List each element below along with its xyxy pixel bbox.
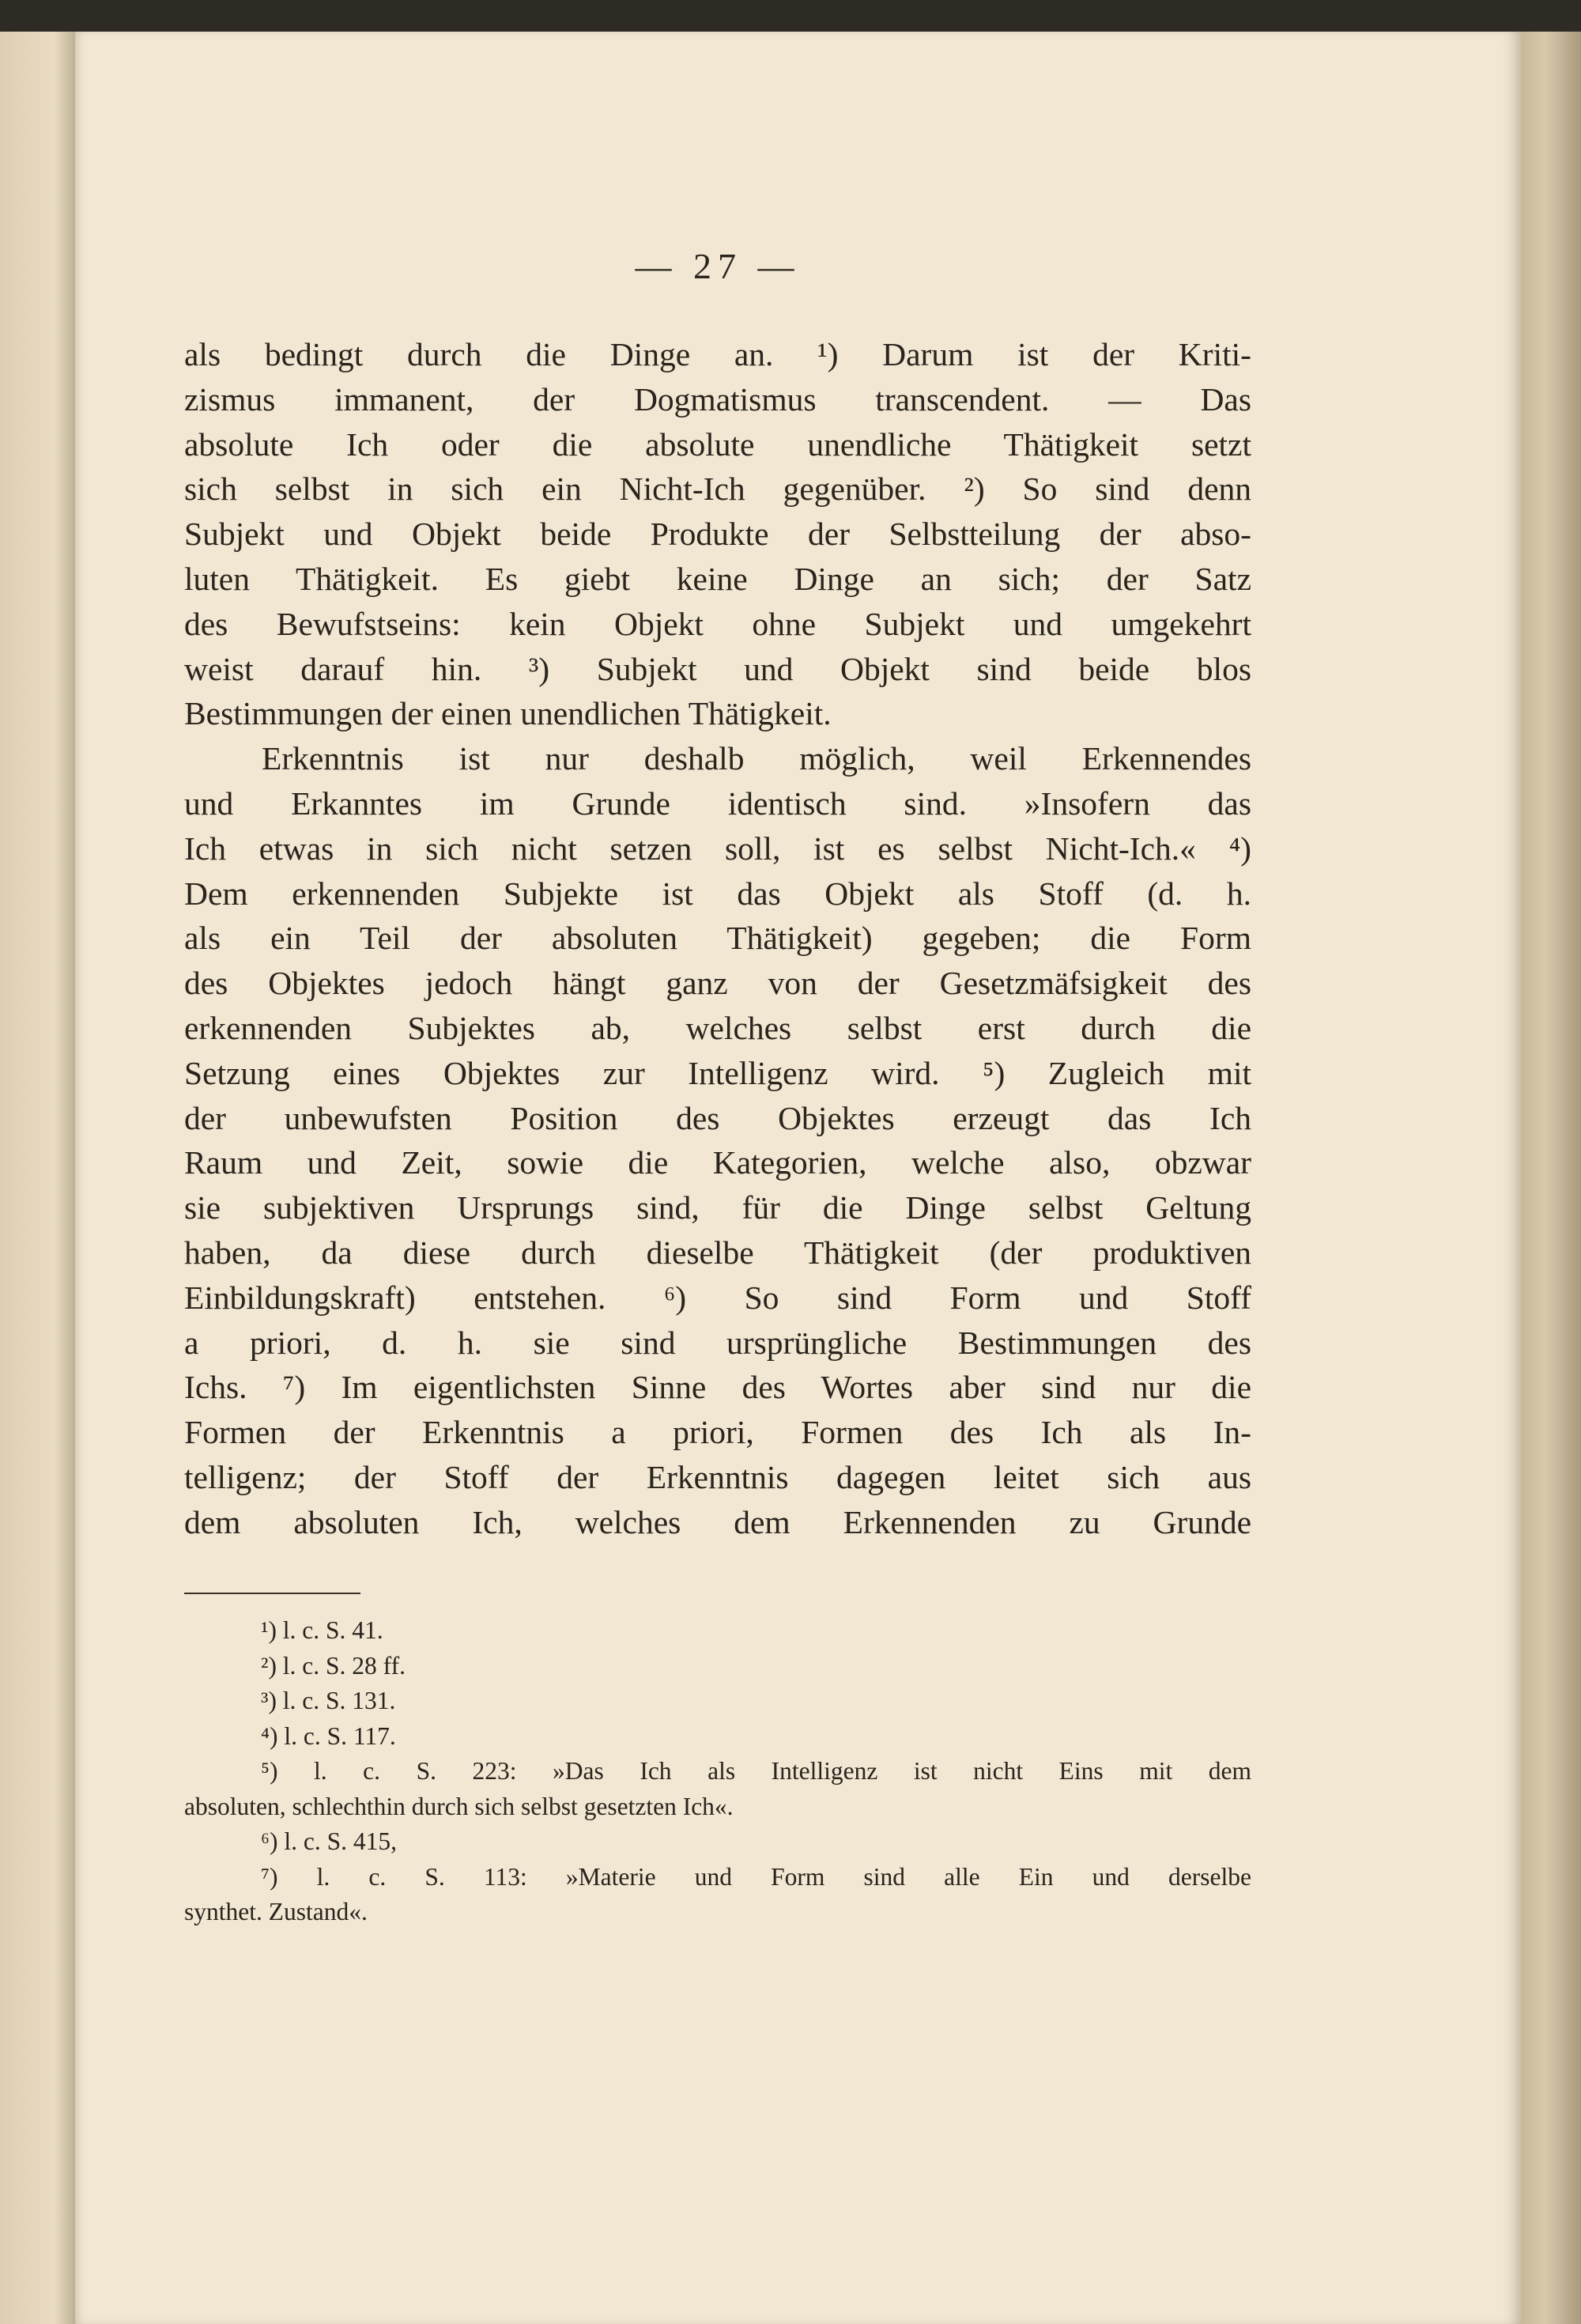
- text-line: a priori, d. h. sie sind ursprüngliche Bestimmungen des: [184, 1324, 1251, 1361]
- facing-page-edge: [0, 32, 77, 2324]
- text-line: erkennenden Subjektes ab, welches selbst erst durch die: [184, 1009, 1251, 1046]
- footnote-continuation: absoluten, schlechthin durch sich selbst gesetzten Ich«.: [184, 1792, 734, 1820]
- footnote: ¹) l. c. S. 41.: [261, 1616, 383, 1644]
- text-line: und Erkanntes im Grunde identisch sind. »Insofern das: [184, 784, 1251, 822]
- text-line: absolute Ich oder die absolute unendliche Thätigkeit setzt: [184, 425, 1251, 463]
- text-line: als ein Teil der absoluten Thätigkeit) gegeben; die Form: [184, 920, 1251, 957]
- footnote: ⁴) l. c. S. 117.: [261, 1721, 396, 1750]
- page-right-edge: [1522, 32, 1581, 2324]
- text-line: Setzung eines Objektes zur Intelligenz wird. ⁵) Zugleich mit: [184, 1054, 1251, 1091]
- text-line: Ich etwas in sich nicht setzen soll, ist es selbst Nicht-Ich.« ⁴): [184, 829, 1251, 867]
- text-line: sich selbst in sich ein Nicht-Ich gegenüber. ²) So sind denn: [184, 470, 1251, 508]
- page-number: — 27 —: [635, 246, 801, 286]
- footnote-divider: [184, 1593, 360, 1594]
- footnote: ⁵) l. c. S. 223: »Das Ich als Intelligenz ist nicht Eins mit dem: [261, 1757, 1251, 1785]
- footnote: ⁶) l. c. S. 415,: [261, 1827, 397, 1855]
- text-line: Subjekt und Objekt beide Produkte der Selbstteilung der abso-: [184, 516, 1251, 553]
- body-text: [184, 332, 1251, 1545]
- text-line: Erkenntnis ist nur deshalb möglich, weil Erkennendes: [262, 740, 1251, 777]
- text-line: haben, da diese durch dieselbe Thätigkeit (der produktiven: [184, 1234, 1251, 1271]
- text-line: Raum und Zeit, sowie die Kategorien, welche also, obzwar: [184, 1144, 1251, 1181]
- text-line: Bestimmungen der einen unendlichen Thätigkeit.: [184, 695, 832, 732]
- text-line: dem absoluten Ich, welches dem Erkennenden zu Grunde: [184, 1503, 1251, 1540]
- text-line: sie subjektiven Ursprungs sind, für die Dinge selbst Geltung: [184, 1189, 1251, 1226]
- footnote: ³) l. c. S. 131.: [261, 1687, 396, 1714]
- text-line: Dem erkennenden Subjekte ist das Objekt als Stoff (d. h.: [184, 875, 1251, 912]
- text-line: weist darauf hin. ³) Subjekt und Objekt sind beide blos: [184, 650, 1251, 687]
- text-line: Ichs. ⁷) Im eigentlichsten Sinne des Wortes aber sind nur die: [184, 1369, 1251, 1406]
- text-line: der unbewufsten Position des Objektes erzeugt das Ich: [184, 1099, 1251, 1136]
- text-line: Formen der Erkenntnis a priori, Formen des Ich als In-: [184, 1414, 1251, 1451]
- footnote: ⁷) l. c. S. 113: »Materie und Form sind alle Ein und derselbe: [261, 1862, 1251, 1891]
- footnotes: [184, 1613, 1251, 1930]
- text-line: Einbildungskraft) entstehen. ⁶) So sind Form und Stoff: [184, 1279, 1251, 1316]
- footnote: ²) l. c. S. 28 ff.: [261, 1651, 406, 1680]
- footnote-continuation: synthet. Zustand«.: [184, 1898, 368, 1925]
- text-line: des Bewufstseins: kein Objekt ohne Subjekt und umgekehrt: [184, 605, 1251, 642]
- text-line: luten Thätigkeit. Es giebt keine Dinge an sich; der Satz: [184, 560, 1251, 597]
- text-line: zismus immanent, der Dogmatismus transcendent. — Das: [184, 380, 1251, 418]
- text-line: als bedingt durch die Dinge an. ¹) Darum ist der Kriti-: [184, 336, 1251, 372]
- text-line: des Objektes jedoch hängt ganz von der Gesetzmäfsigkeit des: [184, 965, 1251, 1002]
- text-line: telligenz; der Stoff der Erkenntnis dagegen leitet sich aus: [184, 1458, 1251, 1495]
